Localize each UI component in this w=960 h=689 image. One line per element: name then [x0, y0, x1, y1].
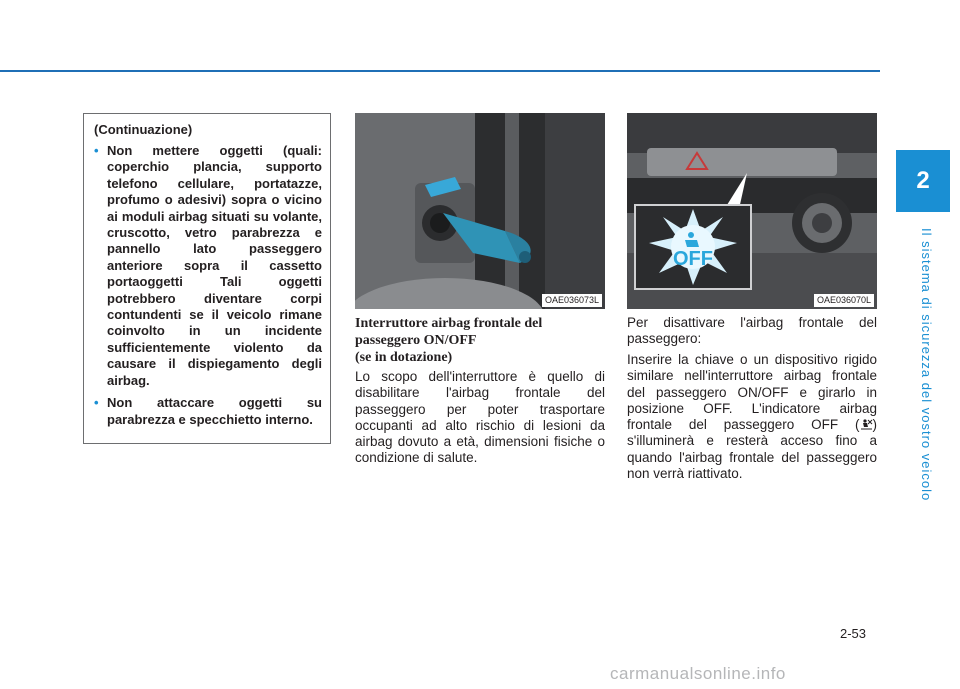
warning-item: [94, 395, 322, 428]
off-label: OFF: [673, 248, 713, 270]
airbag-off-icon: [860, 418, 873, 431]
section-heading: Interruttore airbag frontale del passeggero ON/OFF (se in dotazione): [355, 316, 543, 365]
deactivate-paragraph: Inserire la chiave o un dispositivo rigido similare nell'interruttore airbag frontale del passeggero ON/OFF e girarlo in posizione OFF. L'indicatore airbag frontale del passeggero OFF ( ) s'illuminerà e resterà acceso fino a quando l'airbag frontale del passeggero non verrà riattivato.: [627, 352, 877, 482]
warning-box: [83, 113, 331, 444]
warning-item-text: Non mettere oggetti (quali: coperchio plancia, supporto telefono cellulare, portatazze, profumo o adesivi) sopra o vicino ai moduli airbag situati su volante, cruscotto, vetro parabrezza e pannello lato passeggero anteriore sopra il cassetto portaoggetti Tali oggetti potrebbero diventare corpi contundenti se il veicolo rimane coinvolto in un incidente sufficientemente violento da causare il dispiegamento degli airbag.: [107, 143, 322, 388]
bullet-dot-icon: •: [94, 395, 99, 411]
bullet-dot-icon: •: [94, 143, 99, 158]
figure-code: OAE036073L: [542, 294, 602, 307]
airbag-switch-photo: [355, 113, 605, 309]
warning-list: [94, 143, 322, 428]
chapter-title: Il sistema di sicurezza del vostro veicolo: [919, 228, 934, 502]
deactivate-intro: Per disattivare l'airbag frontale del passeggero:: [627, 315, 877, 347]
airbag-indicator-illustration: [627, 113, 877, 309]
section-paragraph: Lo scopo dell'interruttore è quello di disabilitare l'airbag frontale del passeggero per poter trasportare occupanti ad alto rischio di lesioni da airbag dovuto a età, dimensioni fisiche o condizione di salute.: [355, 369, 605, 466]
header-rule: [0, 70, 880, 72]
airbag-switch-illustration: [355, 113, 605, 309]
chapter-number-tab[interactable]: [896, 150, 950, 212]
warning-item: [94, 143, 322, 389]
figure-code: OAE036070L: [814, 294, 874, 307]
page-number: 2-53: [840, 626, 867, 641]
warning-item-text: Non attaccare oggetti su parabrezza e specchietto interno.: [107, 395, 322, 427]
warning-lead: (Continuazione): [94, 122, 193, 137]
chapter-number: 2: [916, 167, 930, 194]
airbag-indicator-photo: [627, 113, 877, 309]
watermark: carmanualsonline.info: [610, 664, 786, 683]
